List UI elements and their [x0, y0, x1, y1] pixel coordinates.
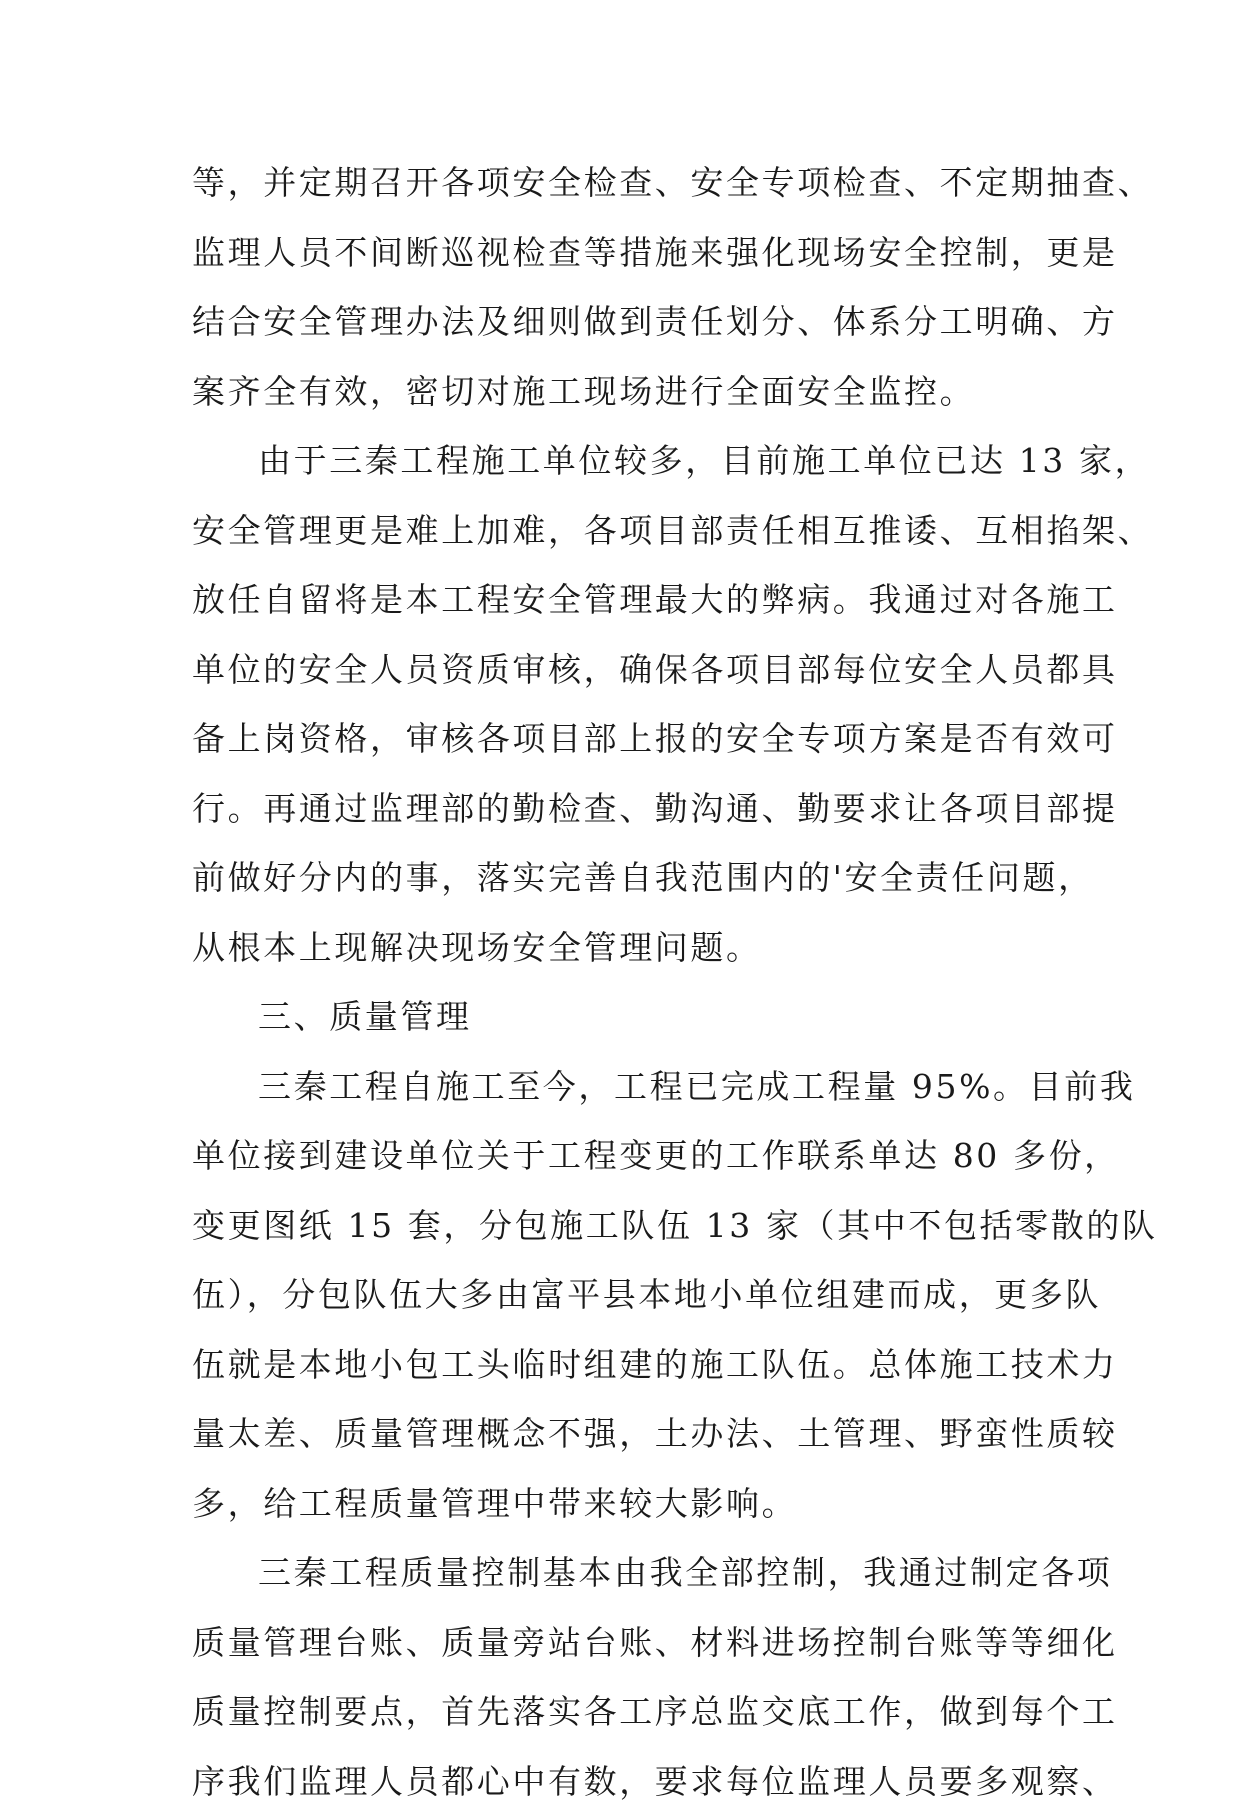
text-line: 放任自留将是本工程安全管理最大的弊病。我通过对各施工	[192, 565, 1072, 635]
text-line: 结合安全管理办法及细则做到责任划分、体系分工明确、方	[192, 287, 1072, 357]
text-line: 监理人员不间断巡视检查等措施来强化现场安全控制，更是	[192, 218, 1072, 288]
text-line: 安全管理更是难上加难，各项目部责任相互推诿、互相掐架、	[192, 496, 1072, 566]
section-heading: 三、质量管理	[192, 982, 1072, 1052]
text-line: 质量管理台账、质量旁站台账、材料进场控制台账等等细化	[192, 1608, 1072, 1678]
text-line: 从根本上现解决现场安全管理问题。	[192, 913, 1072, 983]
text-line: 伍就是本地小包工头临时组建的施工队伍。总体施工技术力	[192, 1330, 1072, 1400]
text-line: 量太差、质量管理概念不强，土办法、土管理、野蛮性质较	[192, 1399, 1072, 1469]
text-line: 备上岗资格，审核各项目部上报的安全专项方案是否有效可	[192, 704, 1072, 774]
text-line: 多，给工程质量管理中带来较大影响。	[192, 1469, 1072, 1539]
paragraph-first-line: 三秦工程质量控制基本由我全部控制，我通过制定各项	[192, 1538, 1072, 1608]
text-line: 案齐全有效，密切对施工现场进行全面安全监控。	[192, 357, 1072, 427]
text-line: 等，并定期召开各项安全检查、安全专项检查、不定期抽查、	[192, 148, 1072, 218]
paragraph-first-line: 三秦工程自施工至今，工程已完成工程量 95%。目前我	[192, 1052, 1072, 1122]
body-text	[192, 148, 1072, 1816]
text-line: 序我们监理人员都心中有数，要求每位监理人员要多观察、	[192, 1747, 1072, 1816]
text-line: 单位的安全人员资质审核，确保各项目部每位安全人员都具	[192, 635, 1072, 705]
text-line: 行。再通过监理部的勤检查、勤沟通、勤要求让各项目部提	[192, 774, 1072, 844]
text-line: 单位接到建设单位关于工程变更的工作联系单达 80 多份，	[192, 1121, 1072, 1191]
text-line: 前做好分内的事，落实完善自我范围内的'安全责任问题，	[192, 843, 1072, 913]
text-line: 伍），分包队伍大多由富平县本地小单位组建而成，更多队	[192, 1260, 1072, 1330]
text-line: 质量控制要点，首先落实各工序总监交底工作，做到每个工	[192, 1677, 1072, 1747]
paragraph-first-line: 由于三秦工程施工单位较多，目前施工单位已达 13 家，	[192, 426, 1072, 496]
text-line: 变更图纸 15 套，分包施工队伍 13 家（其中不包括零散的队	[192, 1191, 1072, 1261]
